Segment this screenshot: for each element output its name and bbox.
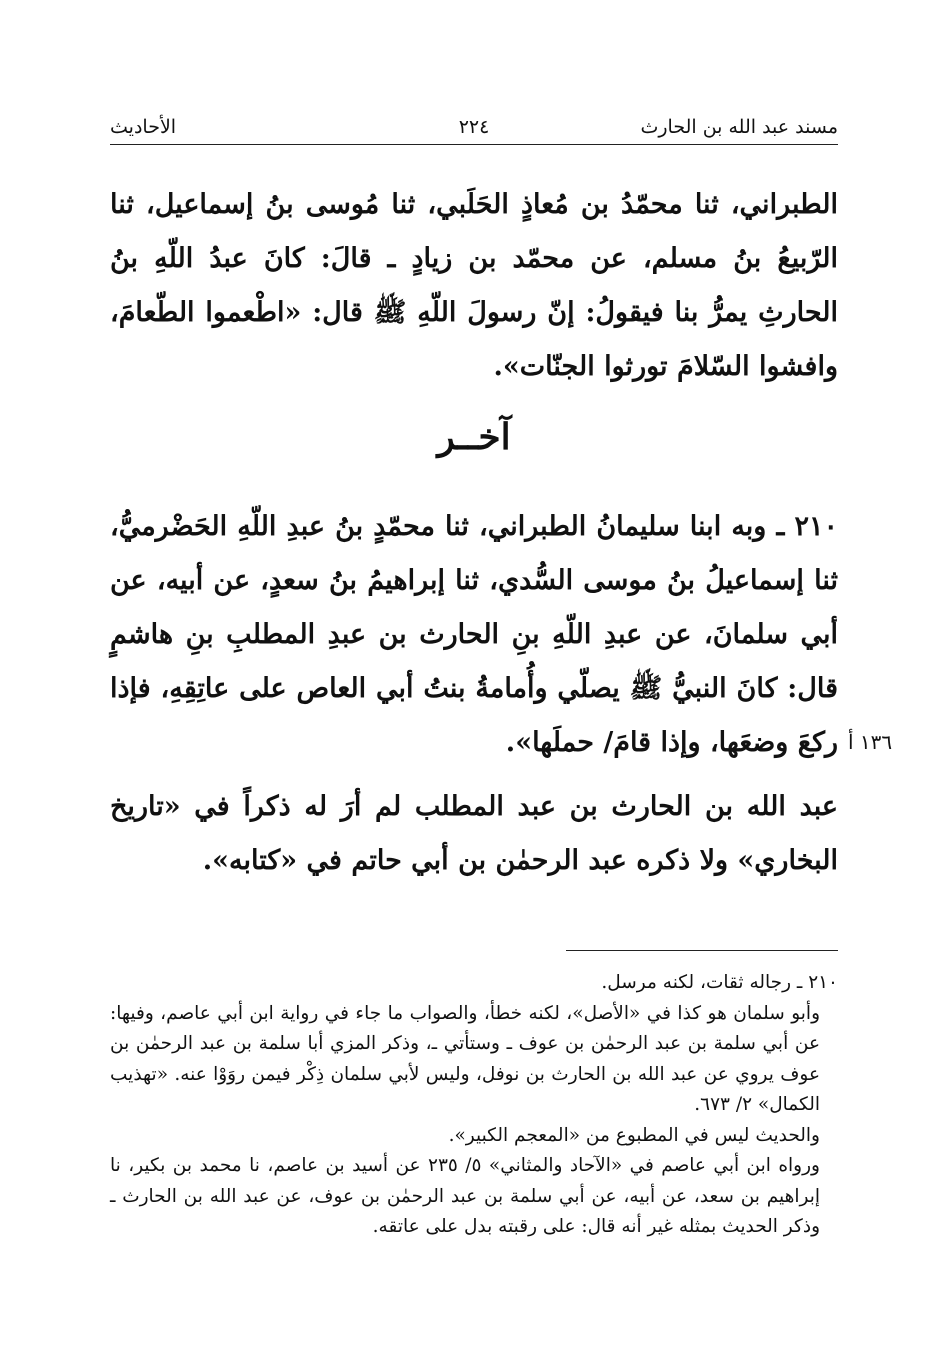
footnote-line: ورواه ابن أبي عاصم في «الآحاد والمثاني» ٥/ ٢٣٥ عن أسيد بن عاصم، نا محمد بن بكير، نا إبراهيم بن سعد، عن أبيه، عن أبي سلمة بن عبد الرحمٰن بن عوف، عن عبد الله بن الحارث ـ وذكر الحديث بمثله غير أنه قال: على رقبته بدل على عاتقه.	[110, 1155, 820, 1237]
header-book-title: مسند عبد الله بن الحارث	[640, 116, 838, 138]
footnote-line: والحديث ليس في المطبوع من «المعجم الكبير».	[448, 1124, 820, 1146]
page-number: ٢٢٤	[458, 116, 490, 138]
paragraph-top	[110, 178, 838, 394]
hadith-210	[110, 500, 838, 770]
footnotes	[110, 968, 838, 1243]
hadith-210-text: ٢١٠ ـ وبه ابنا سليمانُ الطبراني، ثنا محمّدٍ بنُ عبدِ اللّهِ الحَضْرميُّ، ثنا إسماعيلُ بنُ موسى السُّدي، ثنا إبراهيمُ بنُ سعدٍ، عن أبيه، عن أبي سلمانَ، عن عبدِ اللّهِ بنِ الحارث بن عبدِ المطلبِ بنِ هاشمٍ قال: كانَ النبيُّ ﷺ يصلّي وأُمامةُ بنتُ أبي العاص على عاتِقِهِ، فإذا ركعَ وضعَها، وإذا قامَ/ حملَها».	[110, 511, 838, 758]
footnote-line: وأبو سلمان هو كذا في «الأصل»، لكنه خطأ، والصواب ما جاء في رواية ابن أبي عاصم، وفيها: عن أبي سلمة بن عبد الرحمٰن بن عوف ـ وستأتي ـ، وذكر المزي أبا سلمة بن عبد الرحمٰن بن عوف يروي عن عبد الله بن الحارث بن نوفل، وليس لأبي سلمان ذِكْر فيمن روَوْا عنه. «تهذيب الكمال» ٢/ ٦٧٣.	[110, 1002, 820, 1115]
author-note	[110, 780, 838, 888]
paragraph-top-text: الطبراني، ثنا محمّدُ بن مُعاذٍ الحَلَبي، ثنا مُوسى بنُ إسماعيل، ثنا الرّبيعُ بنُ مسلم، عن محمّد بن زيادٍ ـ قالَ: كانَ عبدُ اللّهِ بنُ الحارثِ يمرُّ بنا فيقولُ: إنّ رسولَ اللّهِ ﷺ قال: «اطْعموا الطّعامَ، وافشوا السّلامَ تورثوا الجنّات».	[110, 189, 838, 382]
header-section-title: الأحاديث	[110, 116, 177, 138]
author-note-text: عبد الله بن الحارث بن عبد المطلب لم أرَ له ذكراً في «تاريخ البخاري» ولا ذكره عبد الرحمٰن بن أبي حاتم في «كتابه».	[110, 791, 838, 876]
footnote-line: ٢١٠ ـ رجاله ثقات، لكنه مرسل.	[601, 972, 838, 993]
footnote-divider	[566, 950, 838, 951]
section-heading: آخــر	[437, 416, 511, 458]
page-header	[110, 108, 838, 145]
manuscript-folio-ref: ١٣٦ أ	[848, 730, 893, 754]
